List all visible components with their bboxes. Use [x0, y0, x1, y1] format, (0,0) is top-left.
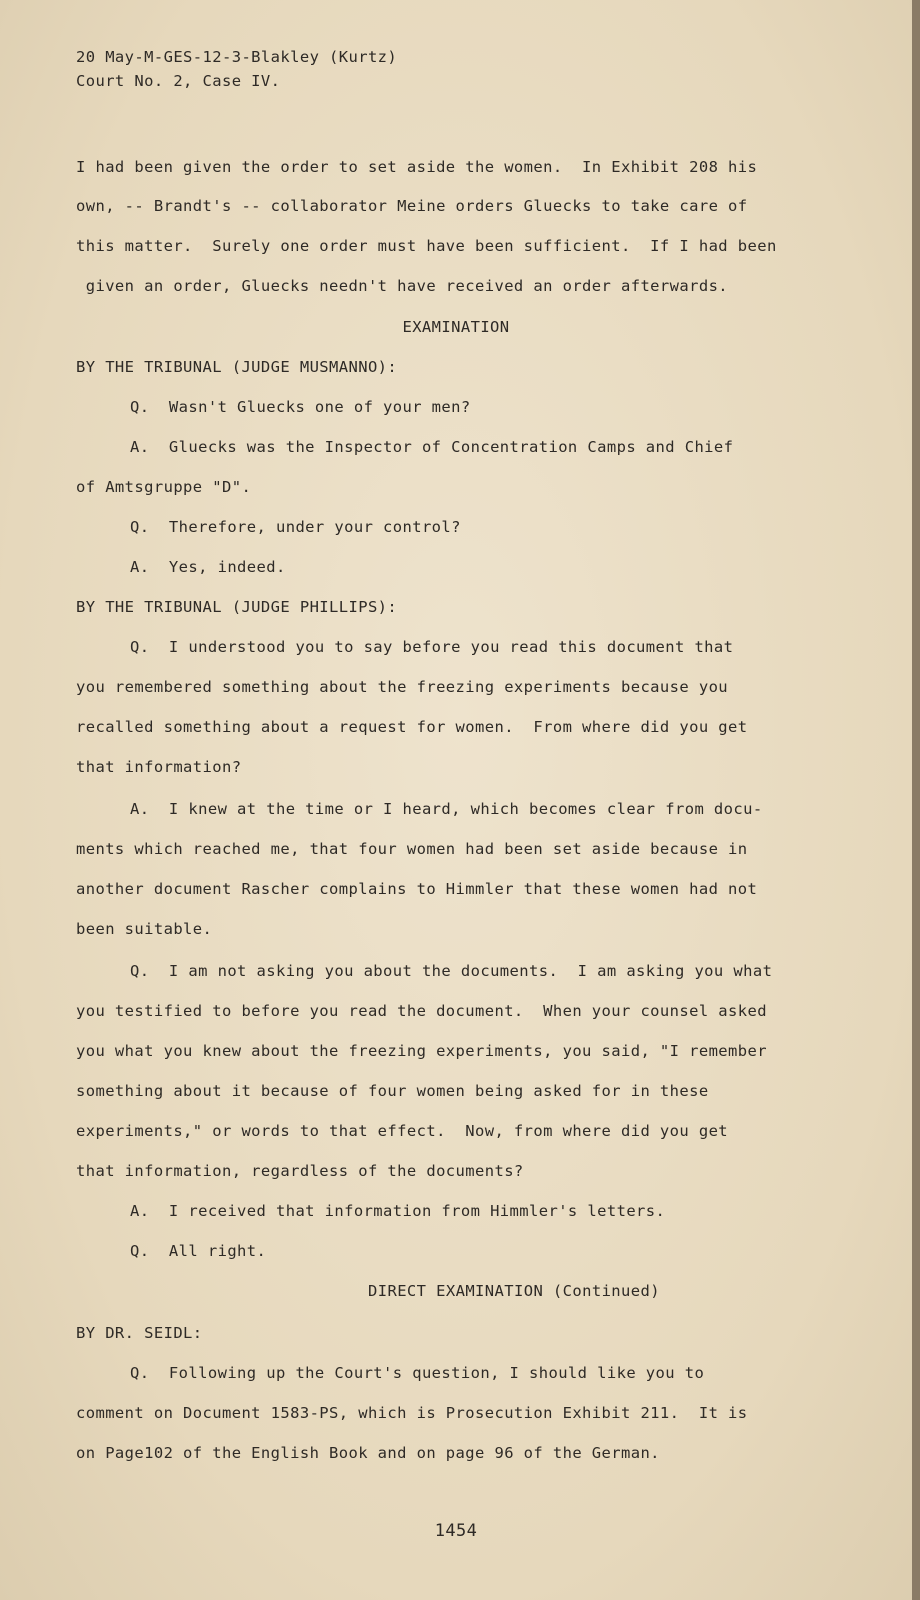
page-number: 1454	[434, 1521, 478, 1541]
text-line: given an order, Gluecks needn't have received an order afterwards.	[76, 277, 729, 295]
question-continued: you what you knew about the freezing experiments, you said, "I remember	[76, 1042, 767, 1060]
question-continued: on Page102 of the English Book and on page 96 of the German.	[76, 1444, 660, 1462]
question-continued: comment on Document 1583-PS, which is Prosecution Exhibit 211. It is	[76, 1404, 748, 1422]
question-continued: something about it because of four women being asked for in these	[76, 1082, 709, 1100]
header-line-1: 20 May-M-GES-12-3-Blakley (Kurtz)	[76, 48, 398, 66]
question: Q. I am not asking you about the documents. I am asking you what	[130, 962, 773, 980]
question: Q. I understood you to say before you read this document that	[130, 638, 734, 656]
page-edge-shadow	[912, 0, 920, 1600]
examination-heading: EXAMINATION	[402, 318, 510, 336]
question-continued: you testified to before you read the document. When your counsel asked	[76, 1002, 767, 1020]
question: Q. All right.	[130, 1242, 267, 1260]
speaker-heading: BY THE TRIBUNAL (JUDGE MUSMANNO):	[76, 358, 398, 376]
question-continued: recalled something about a request for women. From where did you get	[76, 718, 748, 736]
answer: A. Yes, indeed.	[130, 558, 286, 576]
answer-continued: of Amtsgruppe "D".	[76, 478, 252, 496]
answer-continued: been suitable.	[76, 920, 213, 938]
answer-continued: ments which reached me, that four women had been set aside because in	[76, 840, 748, 858]
question-continued: experiments," or words to that effect. Now, from where did you get	[76, 1122, 729, 1140]
text-line: this matter. Surely one order must have been sufficient. If I had been	[76, 237, 777, 255]
question: Q. Wasn't Gluecks one of your men?	[130, 398, 471, 416]
answer-continued: another document Rascher complains to Himmler that these women had not	[76, 880, 758, 898]
answer: A. I received that information from Himmler's letters.	[130, 1202, 666, 1220]
direct-examination-heading: DIRECT EXAMINATION (Continued)	[368, 1282, 660, 1300]
speaker-heading: BY DR. SEIDL:	[76, 1324, 203, 1342]
question: Q. Therefore, under your control?	[130, 518, 461, 536]
text-line: I had been given the order to set aside the women. In Exhibit 208 his	[76, 158, 758, 176]
question-continued: that information, regardless of the documents?	[76, 1162, 524, 1180]
answer: A. I knew at the time or I heard, which becomes clear from docu-	[130, 800, 763, 818]
question-continued: that information?	[76, 758, 242, 776]
question: Q. Following up the Court's question, I should like you to	[130, 1364, 705, 1382]
header-line-2: Court No. 2, Case IV.	[76, 72, 281, 90]
question-continued: you remembered something about the freezing experiments because you	[76, 678, 729, 696]
answer: A. Gluecks was the Inspector of Concentration Camps and Chief	[130, 438, 734, 456]
speaker-heading: BY THE TRIBUNAL (JUDGE PHILLIPS):	[76, 598, 398, 616]
text-line: own, -- Brandt's -- collaborator Meine orders Gluecks to take care of	[76, 197, 748, 215]
